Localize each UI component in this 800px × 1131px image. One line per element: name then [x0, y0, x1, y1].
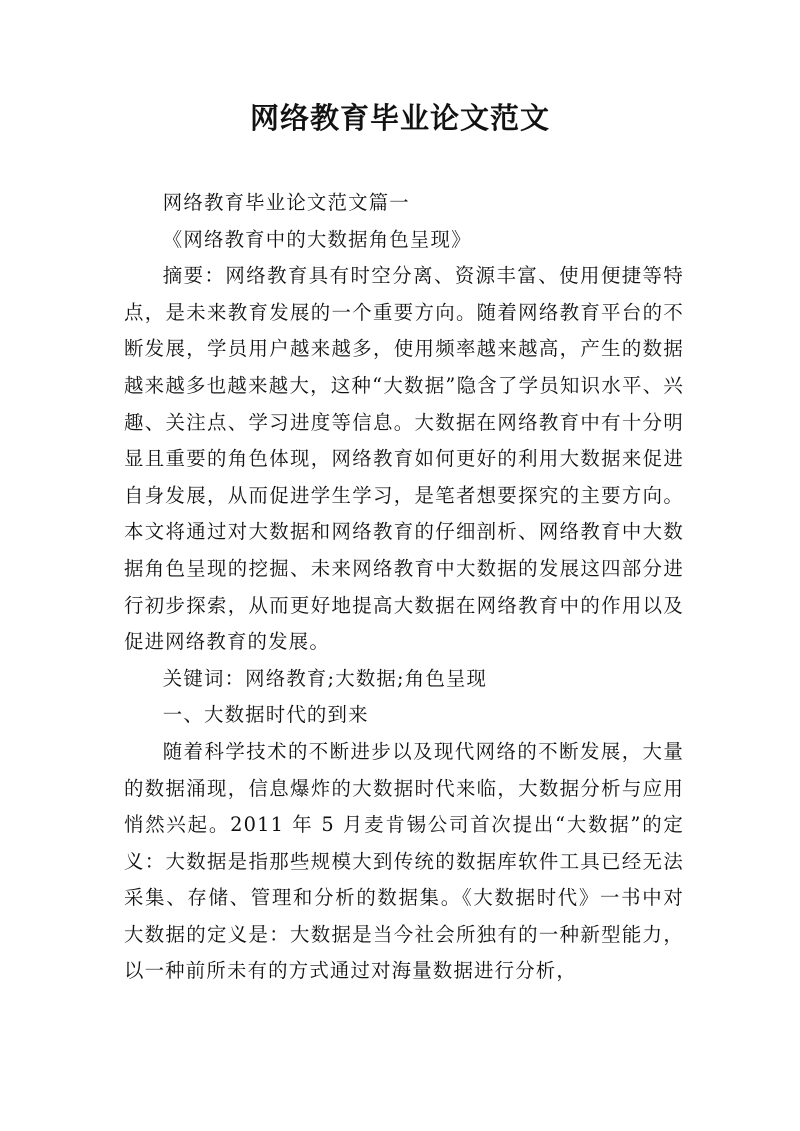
document-title: 网络教育毕业论文范文: [249, 101, 550, 135]
chapter-heading: 一、大数据时代的到来: [162, 703, 369, 727]
keywords-line: 关键词：网络教育;大数据;角色呈现: [162, 666, 488, 690]
abstract-paragraph: 摘要：网络教育具有时空分离、资源丰富、使用便捷等特点，是未来教育发展的一个重要方向。随着网络教育平台的不断发展，学员用户越来越多，使用频率越来越高，产生的数据越来越多也越来越大，这种“大数据”隐含了学员知识水平、兴趣、关注点、学习进度等信息。大数据在网络教育中有十分明显且重要的角色体现，网络教育如何更好的利用大数据来促进自身发展，从而促进学生学习，是笔者想要探究的主要方向。本文将通过对大数据和网络教育的仔细剖析、网络教育中大数据角色呈现的挖掘、未来网络教育中大数据的发展这四部分进行初步探索，从而更好地提高大数据在网络教育中的作用以及促进网络教育的发展。: [124, 264, 684, 654]
section-heading: 网络教育毕业论文范文篇一: [162, 191, 410, 214]
document-body: [124, 185, 684, 990]
article-title: 《网络教育中的大数据角色呈现》: [162, 227, 472, 251]
body-paragraph: 随着科学技术的不断进步以及现代网络的不断发展，大量的数据涌现，信息爆炸的大数据时代来临，大数据分析与应用悄然兴起。2011 年 5 月麦肯锡公司首次提出“大数据”的定义：大数据是指那些规模大到传统的数据库软件工具已经无法采集、存储、管理和分析的数据集。《大数据时代》一书中对大数据的定义是：大数据是当今社会所独有的一种新型能力，以一种前所未有的方式通过对海量数据进行分析，: [124, 739, 684, 983]
